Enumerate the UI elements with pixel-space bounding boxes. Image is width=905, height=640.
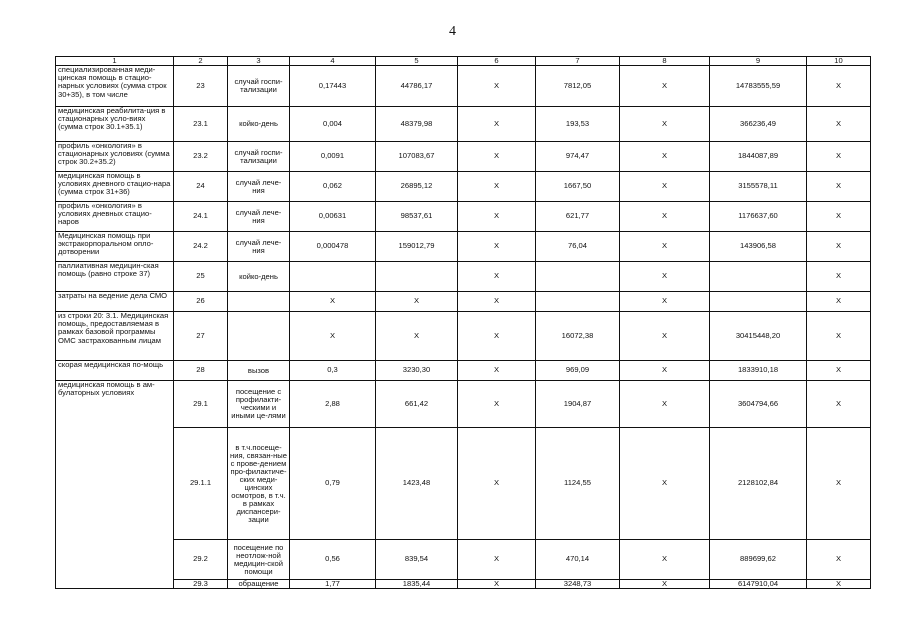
column-header: 1 [56,57,174,66]
table-cell: Х [458,361,536,381]
column-header: 4 [290,57,376,66]
header-row [56,57,871,66]
table-cell: 1844087,89 [710,142,807,172]
table-row [56,580,871,589]
table-cell: 3155578,11 [710,172,807,202]
table-cell: 1667,50 [536,172,620,202]
table-row [56,361,871,381]
table-cell: Х [620,428,710,540]
table-cell: Х [458,232,536,262]
table-cell: 974,47 [536,142,620,172]
table-cell: Х [807,142,871,172]
column-header: 3 [228,57,290,66]
table-cell: Х [620,580,710,589]
table-cell [710,292,807,312]
row-number: 28 [174,361,228,381]
table-row [56,142,871,172]
table-cell: 1176637,60 [710,202,807,232]
table-cell: Х [620,107,710,142]
table-cell: 1833910,18 [710,361,807,381]
table-cell: 0,000478 [290,232,376,262]
table-cell: 0,56 [290,540,376,580]
table-row [56,172,871,202]
row-name: Медицинская помощь при экстракорпоральном опло-дотворении [56,232,174,262]
row-number: 24.2 [174,232,228,262]
unit-cell: случай лече-ния [228,232,290,262]
row-number: 26 [174,292,228,312]
table-cell: 839,54 [376,540,458,580]
column-header: 5 [376,57,458,66]
table-cell: Х [458,66,536,107]
table-cell: 76,04 [536,232,620,262]
unit-cell: в т.ч.посеще-ния, связан-ные с прове-дением про-филактиче-ских меди-цинских осмотров, в т.ч. в рамках диспансери-зации [228,428,290,540]
table-cell: Х [376,312,458,361]
table-cell: 159012,79 [376,232,458,262]
row-name: из строки 20: 3.1. Медицинская помощь, предоставляемая в рамках базовой программы ОМС застрахованным лицам [56,312,174,361]
table-cell: 193,53 [536,107,620,142]
table-cell: Х [807,202,871,232]
row-name: профиль «онкология» в стационарных условиях (сумма строк 30.2+35.2) [56,142,174,172]
table-cell: 1904,87 [536,381,620,428]
row-name: медицинская реабилита-ция в стационарных усло-виях (сумма строк 30.1+35.1) [56,107,174,142]
table-row [56,232,871,262]
row-name: медицинская помощь в условиях дневного стацио-нара (сумма строк 31+36) [56,172,174,202]
unit-cell: койко-день [228,107,290,142]
table-cell: Х [807,262,871,292]
table-cell: Х [458,580,536,589]
unit-cell: вызов [228,361,290,381]
table-cell: Х [620,66,710,107]
row-name: медицинская помощь в ам-булаторных условиях [56,381,174,589]
table-cell: Х [458,262,536,292]
table-cell: Х [458,312,536,361]
table-row [56,107,871,142]
table-cell: Х [807,172,871,202]
table-row [56,202,871,232]
table-cell: Х [290,292,376,312]
table-cell: 0,0091 [290,142,376,172]
table-cell: 1,77 [290,580,376,589]
table-cell: Х [620,232,710,262]
table-cell: Х [807,428,871,540]
row-name: затраты на ведение дела СМО [56,292,174,312]
table-cell: 0,062 [290,172,376,202]
table-cell: Х [620,292,710,312]
table-cell: Х [807,232,871,262]
table-cell: 48379,98 [376,107,458,142]
table-cell: Х [620,262,710,292]
unit-cell: койко-день [228,262,290,292]
unit-cell: случай лече-ния [228,172,290,202]
column-header: 7 [536,57,620,66]
table-cell: Х [807,107,871,142]
table-cell [290,262,376,292]
column-header: 2 [174,57,228,66]
row-number: 24.1 [174,202,228,232]
table-row [56,312,871,361]
table-row [56,262,871,292]
table-row [56,540,871,580]
unit-cell: посещение по неотлож-ной медицин-ской помощи [228,540,290,580]
table-cell: 0,17443 [290,66,376,107]
data-table [55,56,871,589]
table-cell: 7812,05 [536,66,620,107]
table-cell: Х [807,312,871,361]
table-cell: Х [620,172,710,202]
column-header: 8 [620,57,710,66]
table-cell: 0,3 [290,361,376,381]
row-number: 29.3 [174,580,228,589]
table-cell: Х [458,428,536,540]
unit-cell [228,292,290,312]
table-cell: 0,004 [290,107,376,142]
table-cell: Х [620,142,710,172]
table-cell: 3230,30 [376,361,458,381]
table-cell: 0,79 [290,428,376,540]
table-cell: Х [620,202,710,232]
table-cell: 98537,61 [376,202,458,232]
row-name: паллиативная медицин-ская помощь (равно строке 37) [56,262,174,292]
table-cell: 16072,38 [536,312,620,361]
table-cell: 30415448,20 [710,312,807,361]
table-cell [710,262,807,292]
table-cell [536,292,620,312]
table-cell: Х [807,381,871,428]
table-row [56,428,871,540]
unit-cell: случай госпи-тализации [228,142,290,172]
row-name: специализированная меди-цинская помощь в стацио-нарных условиях (сумма строк 30+35), в том числе [56,66,174,107]
table-cell: 26895,12 [376,172,458,202]
row-number: 25 [174,262,228,292]
table-cell: 661,42 [376,381,458,428]
table-cell [536,262,620,292]
row-number: 23.1 [174,107,228,142]
table-cell: Х [807,540,871,580]
table-cell: 14783555,59 [710,66,807,107]
table-cell: 3604794,66 [710,381,807,428]
row-name: профиль «онкология» в условиях дневных стацио-наров [56,202,174,232]
table-cell: 44786,17 [376,66,458,107]
table-cell: Х [620,540,710,580]
unit-cell: посещение с профилакти-ческими и иными це-лями [228,381,290,428]
table-row [56,66,871,107]
table-cell: Х [376,292,458,312]
row-number: 29.2 [174,540,228,580]
table-cell: Х [620,381,710,428]
table-cell [376,262,458,292]
table-row [56,381,871,428]
table-cell: Х [290,312,376,361]
table-cell: 2,88 [290,381,376,428]
column-header: 6 [458,57,536,66]
table-row [56,292,871,312]
row-number: 23.2 [174,142,228,172]
table-cell: Х [458,381,536,428]
table-cell: 1124,55 [536,428,620,540]
column-header: 9 [710,57,807,66]
table-cell: Х [458,202,536,232]
row-number: 29.1 [174,381,228,428]
table-cell: Х [807,66,871,107]
unit-cell: случай лече-ния [228,202,290,232]
row-number: 29.1.1 [174,428,228,540]
page-number: 4 [449,24,456,39]
unit-cell [228,312,290,361]
row-number: 27 [174,312,228,361]
table-cell: Х [458,172,536,202]
table-cell: Х [807,580,871,589]
table-cell: 1423,48 [376,428,458,540]
table-cell: Х [458,292,536,312]
table-cell: Х [620,312,710,361]
table-cell: 1835,44 [376,580,458,589]
table-cell: 143906,58 [710,232,807,262]
table-cell: 6147910,04 [710,580,807,589]
table-cell: 889699,62 [710,540,807,580]
table-cell: Х [458,142,536,172]
unit-cell: обращение [228,580,290,589]
table-cell: Х [807,361,871,381]
unit-cell: случай госпи-тализации [228,66,290,107]
table-cell: 0,00631 [290,202,376,232]
table-cell: Х [458,540,536,580]
table-cell: 366236,49 [710,107,807,142]
table-cell: 621,77 [536,202,620,232]
table-cell: 470,14 [536,540,620,580]
row-number: 23 [174,66,228,107]
row-number: 24 [174,172,228,202]
table-cell: Х [620,361,710,381]
table-cell: Х [458,107,536,142]
table-cell: 107083,67 [376,142,458,172]
table-cell: 2128102,84 [710,428,807,540]
table-cell: 3248,73 [536,580,620,589]
column-header: 10 [807,57,871,66]
table-cell: 969,09 [536,361,620,381]
row-name: скорая медицинская по-мощь [56,361,174,381]
table-cell: Х [807,292,871,312]
